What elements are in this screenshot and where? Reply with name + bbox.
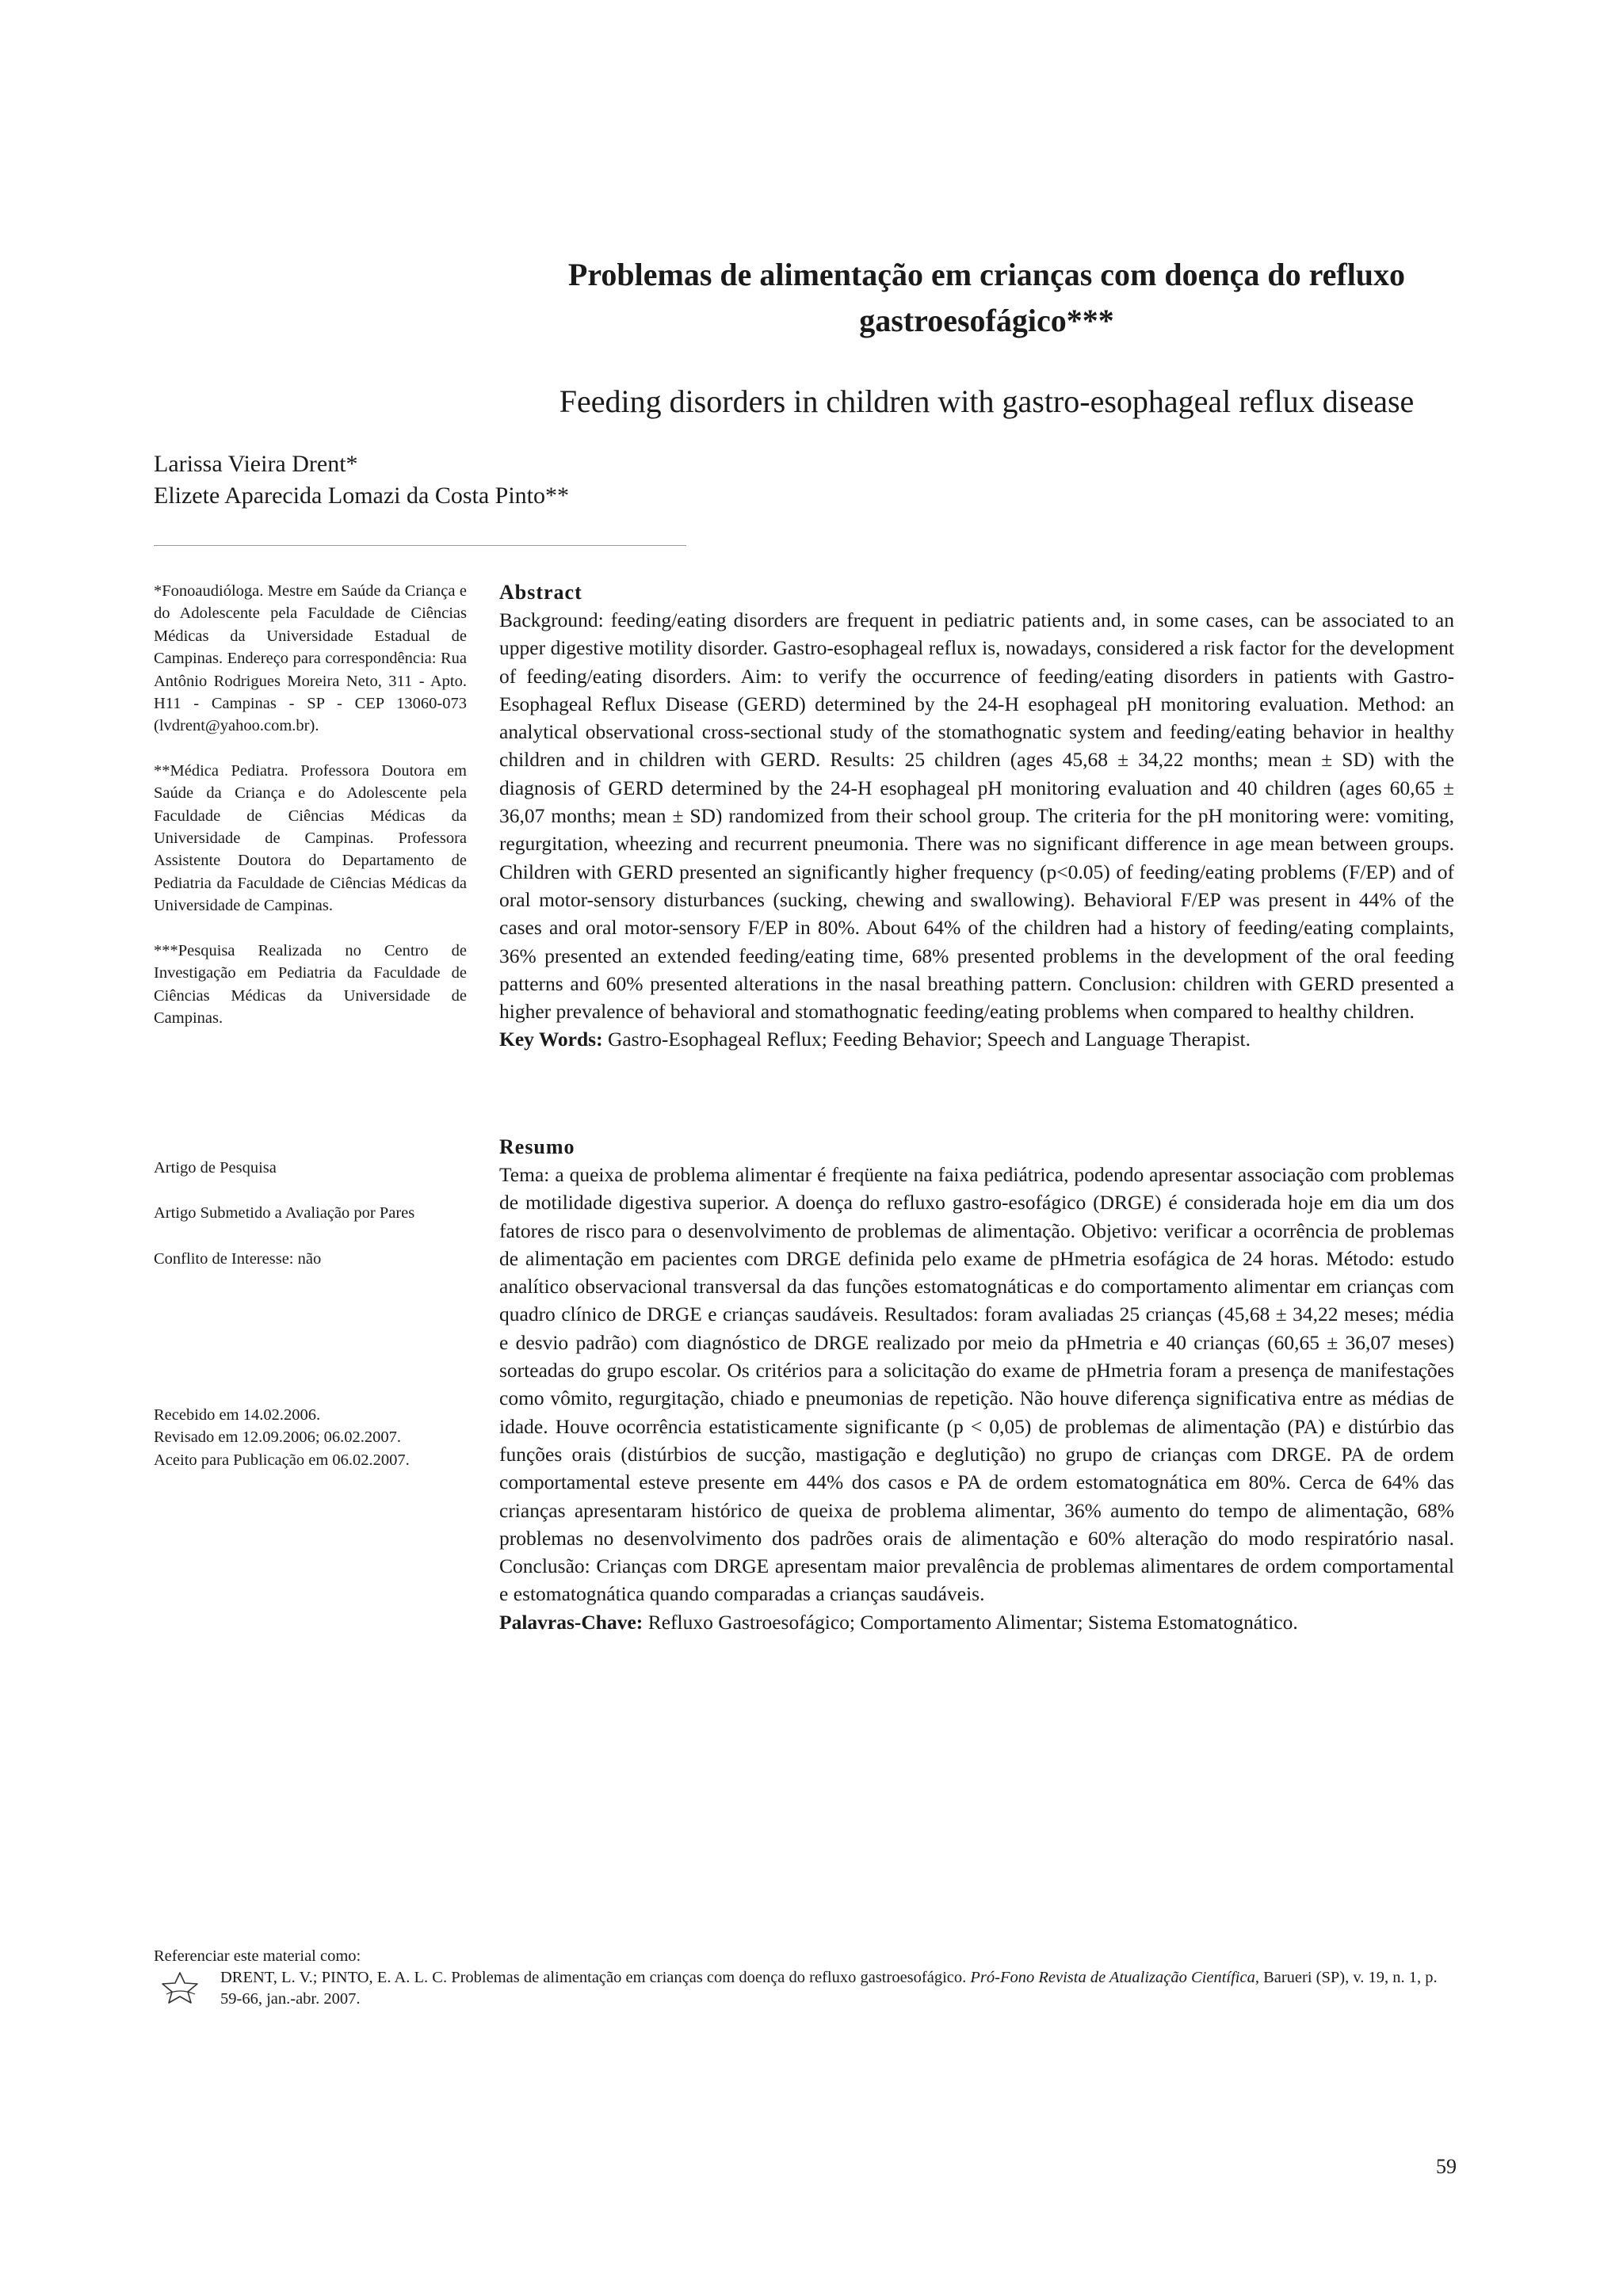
abstract-section [499, 578, 1454, 1054]
author-1: Larissa Vieira Drent* [154, 451, 358, 477]
citation-details: Barueri (SP), v. 19, n. 1, p. 59-66, jan.-abr. 2007. [220, 1969, 1438, 2008]
resumo-keywords [499, 1608, 1454, 1636]
citation-block [154, 1946, 1453, 2010]
abstract-keywords [499, 1025, 1454, 1053]
abstract-keywords-text: Gastro-Esophageal Reflux; Feeding Behavior; Speech and Language Therapist. [607, 1028, 1251, 1051]
peer-review-note: Artigo Submetido a Avaliação por Pares [154, 1204, 415, 1222]
resumo-keywords-label: Palavras-Chave: [499, 1610, 643, 1634]
affiliations [154, 580, 467, 1029]
abstract-keywords-label: Key Words: [499, 1028, 603, 1051]
date-accepted: Aceito para Publicação em 06.02.2007. [154, 1451, 410, 1469]
page-number: 59 [1436, 2155, 1457, 2178]
authors [154, 448, 569, 512]
abstract-body: Background: feeding/eating disorders are frequent in pediatric patients and, in some cases, can be associated to an upper digestive motility disorder. Gastro-esophageal reflux is, nowadays, considered a risk factor for the development of feeding/eating disorders. Aim: to verify the occurrence of feeding/eating disorders in patients with Gastro-Esophageal Reflux Disease (GERD) determined by the 24-H esophageal pH monitoring evaluation. Method: an analytical observational cross-sectional study of the stomathognatic system and feeding/eating behavior in healthy children and in children with GERD. Results: 25 children (ages 45,68 ± 34,22 months; mean ± SD) with the diagnosis of GERD determined by the 24-H esophageal pH monitoring evaluation and 40 children (ages 60,65 ± 36,07 months; mean ± SD) randomized from their school group. The criteria for the pH monitoring were: vomiting, regurgitation, wheezing and recurrent pneumonia. There was no significant difference in age mean between groups. Children with GERD presented an significantly higher frequency (p<0.05) of feeding/eating problems (F/EP) and of oral motor-sensory disturbances (sucking, chewing and swallowing). Behavioral F/EP was present in 44% of the cases and oral motor-sensory F/EP in 80%. About 64% of the children had a history of feeding/eating complaints, 36% presented an extended feeding/eating time, 68% presented problems in the development of the oral feeding patterns and 60% presented alterations in the nasal breathing pattern. Conclusion: children with GERD presented a higher prevalence of behavioral and stomathognatic feeding/eating problems when compared to healthy children. [499, 608, 1454, 1024]
affiliation-1: *Fonoaudióloga. Mestre em Saúde da Criança e do Adolescente pela Faculdade de Ciências Médicas da Universidade Estadual de Campinas. Endereço para correspondência: Rua Antônio Rodrigues Moreira Neto, 311 - Apto. H11 - Campinas - SP - CEP 13060-073 (lvdrent@yahoo.com.br). [154, 582, 467, 735]
citation-text: DRENT, L. V.; PINTO, E. A. L. C. Problemas de alimentação em crianças com doença do refluxo gastroesofágico. [220, 1969, 967, 1986]
resumo-keywords-text: Refluxo Gastroesofágico; Comportamento Alimentar; Sistema Estomatognático. [647, 1610, 1298, 1634]
resumo-heading: Resumo [499, 1135, 575, 1158]
article-dates [154, 1404, 487, 1471]
citation-label: Referenciar este material como: [154, 1947, 361, 1965]
date-revised: Revisado em 12.09.2006; 06.02.2007. [154, 1428, 402, 1447]
article-type: Artigo de Pesquisa [154, 1159, 277, 1177]
citation-journal: Pró-Fono Revista de Atualização Científica, [970, 1969, 1259, 1986]
affiliation-2: **Médica Pediatra. Professora Doutora em Saúde da Criança e do Adolescente pela Faculdade de Ciências Médicas da Universidade de Campinas. Professora Assistente Doutora do Departamento de Pediatria da Faculdade de Ciências Médicas da Universidade de Campinas. [154, 761, 467, 915]
divider [154, 545, 686, 546]
title-portuguese-line-1: Problemas de alimentação em crianças com doença do refluxo [567, 257, 1406, 292]
resumo-body: Tema: a queixa de problema alimentar é freqüente na faixa pediátrica, podendo apresentar associação com problemas de motilidade digestiva superior. A doença do refluxo gastro-esofágico (DRGE) é considerada hoje em dia um dos fatores de risco para o desenvolvimento de problemas de alimentação. Objetivo: verificar a ocorrência de problemas de alimentação em pacientes com DRGE definida pelo exame de pHmetria esofágica de 24 horas. Método: estudo analítico observacional transversal da das funções estomatognáticas e do comportamento alimentar em crianças com quadro clínico de DRGE e crianças saudáveis. Resultados: foram avaliadas 25 crianças (45,68 ± 34,22 meses; média e desvio padrão) com diagnóstico de DRGE realizado por meio da pHmetria e 40 crianças (60,65 ± 36,07 meses) sorteadas do grupo escolar. Os critérios para a solicitação do exame de pHmetria foram a presença de manifestações como vômito, regurgitação, chiado e pneumonias de repetição. Não houve diferença significativa entre as médias de idade. Houve ocorrência estatisticamente significante (p < 0,05) de problemas de alimentação (PA) e distúrbio das funções orais (distúrbios de sucção, mastigação e deglutição) no grupo de crianças com DRGE. PA de ordem comportamental esteve presente em 44% dos casos e PA de ordem estomatognática em 80%. Cerca de 64% das crianças apresentaram histórico de queixa de problema alimentar, 36% aumento do tempo de alimentação, 68% problemas no desenvolvimento dos padrões orais de alimentação e 60% alteração do modo respiratório nasal. Conclusão: Crianças com DRGE apresentam maior prevalência de problemas alimentares de ordem comportamental e estomatognática quando comparadas a crianças saudáveis. [499, 1163, 1454, 1606]
conflict-of-interest: Conflito de Interesse: não [154, 1249, 322, 1268]
resumo-section [499, 1133, 1454, 1636]
star-outline-icon [160, 1970, 200, 2005]
author-2: Elizete Aparecida Lomazi da Costa Pinto** [154, 482, 570, 509]
date-received: Recebido em 14.02.2006. [154, 1406, 321, 1424]
abstract-heading: Abstract [499, 581, 582, 604]
affiliation-3: ***Pesquisa Realizada no Centro de Investigação em Pediatria da Faculdade de Ciências Médicas da Universidade de Campinas. [154, 941, 467, 1027]
citation-body [154, 1967, 1453, 2010]
title-english: Feeding disorders in children with gastro-esophageal reflux disease [559, 383, 1415, 419]
title-portuguese [507, 252, 1466, 344]
article-info [154, 1157, 487, 1270]
title-portuguese-line-2: gastroesofágico*** [859, 303, 1114, 338]
